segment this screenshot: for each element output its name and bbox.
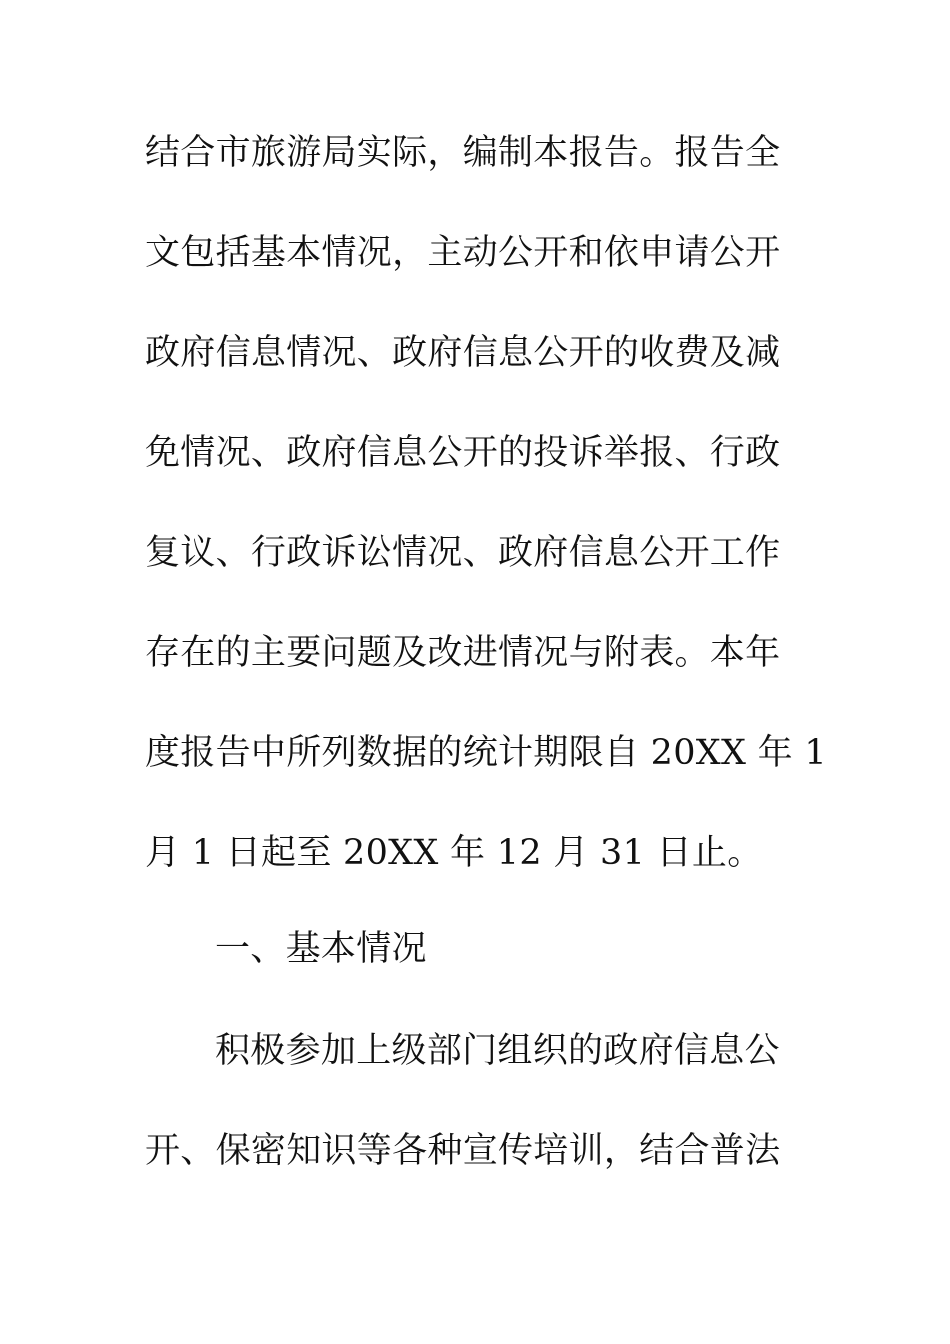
body-text-line-4: 免情况、政府信息公开的投诉举报、行政 bbox=[145, 433, 781, 473]
paragraph-line-2: 开、保密知识等各种宣传培训，结合普法 bbox=[145, 1131, 781, 1171]
body-text-line-1: 结合市旅游局实际，编制本报告。报告全 bbox=[145, 133, 781, 173]
body-text-line-3: 政府信息情况、政府信息公开的收费及减 bbox=[145, 333, 781, 373]
body-text-line-7: 度报告中所列数据的统计期限自 20XX 年 1 bbox=[145, 733, 827, 773]
paragraph-line-1: 积极参加上级部门组织的政府信息公 bbox=[215, 1031, 780, 1071]
body-text-line-5: 复议、行政诉讼情况、政府信息公开工作 bbox=[145, 533, 781, 573]
body-text-line-2: 文包括基本情况，主动公开和依申请公开 bbox=[145, 233, 781, 273]
section-heading: 一、基本情况 bbox=[215, 929, 427, 969]
body-text-line-8: 月 1 日起至 20XX 年 12 月 31 日止。 bbox=[145, 833, 763, 873]
body-text-line-6: 存在的主要问题及改进情况与附表。本年 bbox=[145, 633, 781, 673]
